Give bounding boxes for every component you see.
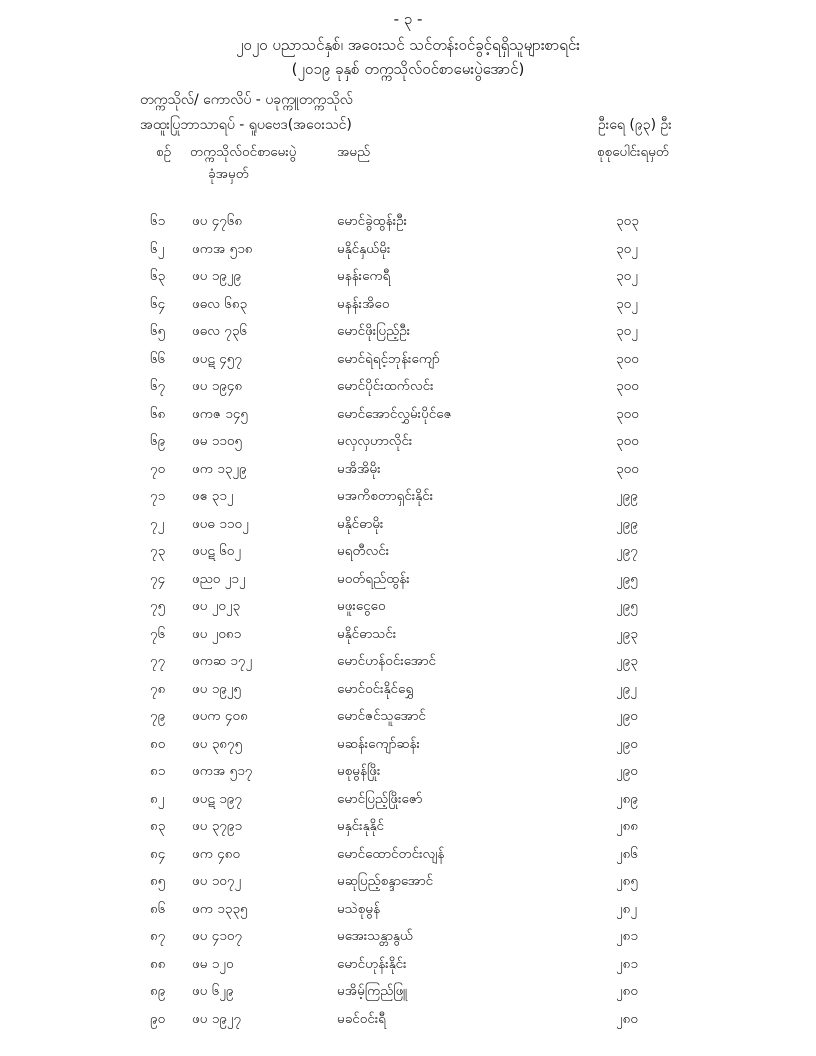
total-score: ၂၉၉ [616,488,638,504]
student-name: မောင်အောင်လွှမ်းပိုင်ဇေ [337,405,452,422]
roll-number: ဖပ ၁၉၄၈ [192,378,243,394]
document-title: ၂၀၂၀ ပညာသင်နှစ်၊ အဝေးသင် သင်တန်းဝင်ခွင့်ရရှိသူများစာရင်း [236,36,580,54]
total-score: ၃၀၂ [616,323,638,339]
roll-number: ဖပ ၄၁၀၇ [192,928,243,944]
roll-number: ဖညဝ ၂၁၂ [192,570,246,587]
total-score: ၂၉၀ [616,735,638,752]
student-name: မောင်ပိုင်းထက်လင်း [337,378,434,394]
row-number: ၇၃ [150,543,166,559]
table-row [0,982,816,1010]
table-row [0,597,816,625]
total-score: ၂၈၉ [616,790,638,807]
table-row [0,350,816,378]
table-row [0,790,816,818]
student-name: မအိအိမိုး [337,460,381,477]
column-header-roll: တက္ကသိုလ်ဝင်စာမေးပွဲ [190,144,297,160]
table-row [0,487,816,515]
total-score: ၂၈၂ [616,900,637,917]
total-score: ၂၉၃ [616,625,638,642]
column-header-roll-line2: ခုံအမှတ် [208,166,249,182]
university-line: တက္ကသိုလ်/ ကောလိပ် - ပခုက္ကူတက္ကသိုလ် [140,92,353,108]
roll-number: ဖက ၄၈၀ [192,845,241,862]
total-score: ၂၉၀ [616,708,638,724]
total-score: ၂၉၉ [616,515,638,532]
row-number: ၈၃ [150,818,166,834]
table-row [0,570,816,598]
student-name: မနိုင်နှယ်မိုး [337,240,391,257]
row-number: ၇၁ [150,488,166,504]
table-row [0,817,816,845]
row-number: ၆၈ [150,405,166,422]
student-name: မောင်ခွဲထွန်းဦး [337,213,408,229]
student-name: မနန်းအိဝေ [337,295,390,312]
roll-number: ဖဓလ ၇၃၆ [192,323,248,339]
total-score: ၂၉၇ [616,543,638,559]
roll-number: ဖပ ၂၀၈၁ [192,625,242,642]
document-subtitle: (၂၀၁၉ ခုနှစ် တက္ကသိုလ်ဝင်စာမေးပွဲအောင်) [291,60,525,78]
table-row [0,515,816,543]
row-number: ၈၉ [150,983,166,999]
student-name: မောင်ဟုန်းနိုင်း [337,955,407,972]
table-row [0,405,816,433]
table-row [0,762,816,790]
row-number: ၈၀ [150,735,166,752]
roll-number: ဖပဋ ၆၀၂ [192,543,242,559]
roll-number: ဖကအ ၅၁၇ [192,763,253,779]
total-score: ၃၀၂ [616,295,638,312]
table-row [0,432,816,460]
table-row [0,872,816,900]
table-row [0,735,816,763]
row-number: ၉၀ [150,1010,166,1027]
student-name: မနိုင်ဓာသင်း [337,625,397,642]
roll-number: ဖကဇ ၁၄၅ [192,405,249,422]
table-row [0,1010,816,1038]
table-row [0,542,816,570]
table-row [0,295,816,323]
total-score: ၂၈၀ [616,1010,638,1027]
total-score: ၂၈၁ [616,928,638,944]
total-score: ၃၀၀ [616,460,639,477]
table-row [0,322,816,350]
table-row [0,707,816,735]
roll-number: ဖမ ၁၁၀၅ [192,433,243,449]
roll-number: ဖပ ၃၇၉၁ [192,818,243,834]
student-name: မနန်းကေရီ [337,268,391,284]
column-header-no: စဉ် [156,144,172,160]
row-number: ၆၂ [150,240,165,257]
row-number: ၆၇ [150,378,166,394]
row-number: ၇၉ [150,708,166,724]
roll-number: ဖမ ၁၂၀ [192,955,234,972]
table-row [0,625,816,653]
row-number: ၆၃ [150,268,166,284]
student-name: မနှင်းနုနိုင် [337,818,385,834]
roll-number: ဖက ၁၃၃၅ [192,900,248,917]
row-number: ၆၉ [150,433,166,449]
student-name: မရတီလင်း [337,543,390,559]
row-number: ၆၅ [150,323,166,339]
row-number: ၆၄ [150,295,166,312]
student-name: မနိုင်ဓာမိုး [337,515,384,532]
student-name: မောင်ဟန်ဝင်းအောင် [337,653,437,669]
student-name: မောင်ပြည့်ဖြိုးဇော် [337,790,423,807]
roll-number: ဖက ၁၃၂၉ [192,460,247,477]
row-number: ၇၀ [150,460,166,477]
student-name: မောင်ရဲရင့်ဘုန်းကျော် [337,350,440,367]
column-header-total: စုစုပေါင်းရမှတ် [597,144,670,160]
row-number: ၆၆ [150,350,166,367]
total-score: ၂၈၁ [616,955,638,972]
table-row [0,955,816,983]
row-number: ၇၇ [150,653,166,669]
row-number: ၆၁ [150,213,166,229]
row-number: ၈၄ [150,845,166,862]
column-header-name: အမည် [337,144,371,160]
row-number: ၇၅ [150,598,166,614]
total-score: ၂၉၃ [616,653,638,669]
table-row [0,212,816,240]
total-score: ၃၀၀ [616,405,639,422]
row-number: ၇၈ [150,680,166,697]
student-name: မဝတ်ရည်ထွန်း [337,570,410,587]
row-number: ၈၆ [150,900,166,917]
table-row [0,267,816,295]
table-row [0,680,816,708]
roll-number: ဖပ ၆၂၉ [192,983,234,999]
subject-line: အထူးပြုဘာသာရပ် - ရူပဗေဒ(အဝေးသင်) [140,117,352,133]
roll-number: ဖပ ၁၀၇၂ [192,873,242,889]
total-score: ၂၉၂ [616,680,637,697]
student-name: မသဲစုမွန် [337,900,381,917]
student-name: မအကိစတာရှင်းနိုင်း [337,488,434,504]
student-name: မောင်ဇင်သူအောင် [337,708,426,724]
roll-number: ဖပဓ ၁၁၀၂ [192,515,249,532]
student-name: မဖူးငွေဝေ [337,598,386,614]
student-name: မောင်ဝင်းနိုင်ရွှေ [337,680,414,697]
table-row [0,652,816,680]
student-name: မလှလှဟာလိုင်း [337,433,413,449]
roll-number: ဖပ ၁၉၂၇ [192,1010,242,1027]
roll-number: ဖပ ၄၇၆၈ [192,213,243,229]
roll-number: ဖပ ၃၈၇၅ [192,735,243,752]
roll-number: ဖပ ၁၉၂၅ [192,680,242,697]
table-row [0,460,816,488]
roll-number: ဖဧ ၃၁၂ [192,488,234,504]
total-score: ၂၉၅ [616,570,638,587]
total-score: ၂၈၀ [616,983,638,999]
table-row [0,927,816,955]
total-score: ၃၀၂ [616,240,638,257]
student-name: မောင်ထောင်တင်းလျန် [337,845,445,862]
row-number: ၇၆ [150,625,166,642]
roll-number: ဖကဆ ၁၇၂ [192,653,253,669]
table-row [0,377,816,405]
total-score: ၃၀၃ [616,213,639,229]
row-number: ၈၂ [150,790,165,807]
total-score: ၃၀၂ [616,268,638,284]
table-row [0,845,816,873]
table-row [0,240,816,268]
student-name: မစုမွန်ဖြိုး [337,763,381,779]
roll-number: ဖပဋ ၁၉၇ [192,790,242,807]
roll-number: ဖဓလ ၆၈၃ [192,295,248,312]
total-score: ၃၀၀ [616,378,639,394]
row-number: ၇၂ [150,515,165,532]
total-score: ၂၈၆ [616,845,638,862]
student-name: မောင်ဖိုးပြည့်ဦး [337,323,411,339]
roll-number: ဖပ ၁၉၂၉ [192,268,242,284]
results-table [0,212,816,1037]
page-number: - ၃ - [393,10,423,28]
roll-number: ဖပ ၂၀၂၃ [192,598,241,614]
student-name: မဆန်းကျော်ဆန်း [337,735,420,752]
student-name: မခင်ဝင်းရီ [337,1010,387,1027]
total-score: ၃၀၀ [616,350,639,367]
total-score: ၂၈၈ [616,818,639,834]
student-name: မအေးသန္တာနွယ် [337,928,413,944]
row-number: ၈၈ [150,955,166,972]
roll-number: ဖပက ၄၀၈ [192,708,248,724]
roll-number: ဖပဋ ၄၅၇ [192,350,242,367]
row-number: ၈၅ [150,873,166,889]
total-score: ၂၉၅ [616,598,638,614]
row-number: ၈၇ [150,928,166,944]
student-name: မအိမ့်ကြည်ဖြူ [337,983,408,999]
row-number: ၈၁ [150,763,166,779]
total-score: ၂၈၅ [616,873,638,889]
roll-number: ဖကအ ၅၁၈ [192,240,253,257]
row-number: ၇၄ [150,570,166,587]
student-count: ဦးရေ (၉၃) ဦး [598,117,672,133]
total-score: ၂၉၀ [616,763,638,779]
total-score: ၃၀၀ [616,433,639,449]
table-row [0,900,816,928]
student-name: မဆုပြည့်စန္ဒာအောင် [337,873,434,889]
